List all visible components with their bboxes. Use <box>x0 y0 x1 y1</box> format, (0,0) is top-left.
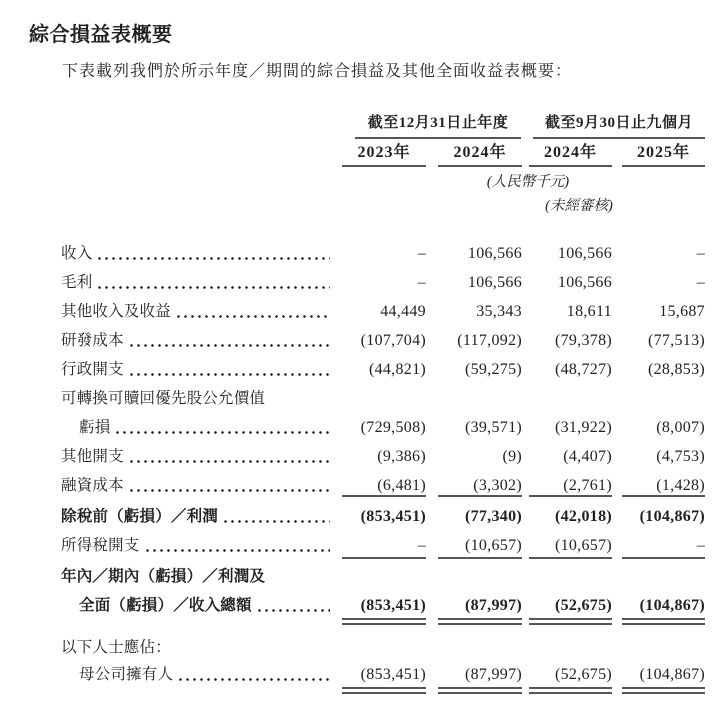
dot-leader <box>144 531 330 560</box>
table-row-profit-before-tax <box>0 502 720 531</box>
column-header-2024: 2024年 <box>453 144 507 161</box>
subtotal-rule <box>622 495 705 497</box>
row-label: 全面（虧損）／收入總額 <box>79 597 252 614</box>
value-cell: (52,675) <box>554 597 612 614</box>
total-double-rule <box>342 687 426 689</box>
row-label: 毛利 <box>61 274 93 291</box>
value-cell: (28,853) <box>647 361 705 378</box>
row-label: 收入 <box>61 245 93 262</box>
value-cell: – <box>696 274 705 291</box>
table-row-preferred-shares-line1 <box>0 384 720 413</box>
table-row-rd-costs <box>0 326 720 355</box>
value-cell: (107,704) <box>360 332 426 349</box>
value-cell: (87,997) <box>464 597 522 614</box>
dot-leader <box>128 326 330 355</box>
dot-leader <box>177 660 330 689</box>
group-rule <box>355 137 521 139</box>
value-cell: (729,508) <box>360 419 426 436</box>
table-row-attributable-heading <box>0 633 720 662</box>
value-cell: (77,513) <box>647 332 705 349</box>
value-cell: – <box>696 245 705 262</box>
value-cell: (4,753) <box>656 448 705 465</box>
total-double-rule <box>622 687 705 689</box>
table-row-parent-owners <box>0 660 720 689</box>
table-row-other-expenses <box>0 442 720 471</box>
row-label: 其他開支 <box>61 448 124 465</box>
dot-leader <box>96 239 330 268</box>
group-rule <box>533 137 705 139</box>
value-cell: (6,481) <box>377 477 426 494</box>
value-cell: 106,566 <box>557 274 612 291</box>
row-label: 以下人士應佔： <box>61 639 171 656</box>
value-cell: (52,675) <box>554 666 612 683</box>
subtotal-rule <box>438 495 522 497</box>
column-header-2025-interim: 2025年 <box>636 144 690 161</box>
currency-unit-note: (人民幣千元) <box>486 174 570 190</box>
table-row-revenue <box>0 239 720 268</box>
total-double-rule <box>438 623 522 625</box>
value-cell: (10,657) <box>554 537 612 554</box>
subtotal-rule <box>622 557 705 559</box>
value-cell: – <box>417 245 426 262</box>
value-cell: (4,407) <box>563 448 612 465</box>
value-cell: (79,378) <box>554 332 612 349</box>
value-cell: (42,018) <box>554 508 612 525</box>
row-label: 融資成本 <box>61 477 124 494</box>
total-double-rule <box>622 623 705 625</box>
value-cell: (87,997) <box>464 666 522 683</box>
value-cell: 18,611 <box>566 303 612 320</box>
value-cell: (77,340) <box>464 508 522 525</box>
subtotal-rule <box>438 557 522 559</box>
value-cell: (59,275) <box>464 361 522 378</box>
total-double-rule <box>438 618 522 620</box>
table-row-total-loss-line1 <box>0 562 720 591</box>
value-cell: (853,451) <box>360 508 426 525</box>
row-label: 除稅前（虧損）／利潤 <box>61 508 219 525</box>
value-cell: (31,922) <box>554 419 612 436</box>
total-double-rule <box>342 692 426 694</box>
subtotal-rule <box>342 495 426 497</box>
value-cell: (9) <box>502 448 522 465</box>
total-double-rule <box>438 687 522 689</box>
dot-leader <box>96 268 330 297</box>
value-cell: (853,451) <box>360 666 426 683</box>
total-double-rule <box>529 618 612 620</box>
row-label: 虧損 <box>79 419 111 436</box>
dot-leader <box>175 297 330 326</box>
column-header-2023: 2023年 <box>357 144 411 161</box>
table-row-other-income <box>0 297 720 326</box>
dot-leader <box>114 413 330 442</box>
subtotal-rule <box>529 495 612 497</box>
value-cell: (44,821) <box>368 361 426 378</box>
row-label: 可轉換可贖回優先股公允價值 <box>61 390 266 407</box>
row-label: 母公司擁有人 <box>79 666 174 683</box>
value-cell: (48,727) <box>554 361 612 378</box>
value-cell: (853,451) <box>360 597 426 614</box>
column-group-annual: 截至12月31日止年度 <box>367 115 509 131</box>
total-double-rule <box>342 618 426 620</box>
value-cell: 35,343 <box>476 303 522 320</box>
value-cell: – <box>417 274 426 291</box>
year-rule <box>529 165 612 167</box>
value-cell: 106,566 <box>557 245 612 262</box>
total-double-rule <box>529 687 612 689</box>
value-cell: 106,566 <box>467 274 522 291</box>
value-cell: – <box>417 537 426 554</box>
intro-text: 下表載列我們於所示年度／期間的綜合損益及其他全面收益表概要： <box>62 63 573 80</box>
value-cell: (39,571) <box>464 419 522 436</box>
value-cell: (104,867) <box>639 666 705 683</box>
value-cell: 106,566 <box>467 245 522 262</box>
column-group-interim: 截至9月30日止九個月 <box>544 115 693 131</box>
total-double-rule <box>342 623 426 625</box>
dot-leader <box>128 442 330 471</box>
year-rule <box>438 165 522 167</box>
value-cell: (3,302) <box>473 477 522 494</box>
value-cell: (104,867) <box>639 508 705 525</box>
value-cell: – <box>696 537 705 554</box>
table-row-gross-profit <box>0 268 720 297</box>
row-label: 其他收入及收益 <box>61 303 171 320</box>
row-label: 所得稅開支 <box>61 537 140 554</box>
value-cell: (10,657) <box>464 537 522 554</box>
total-double-rule <box>438 692 522 694</box>
table-row-income-tax <box>0 531 720 560</box>
row-label: 研發成本 <box>61 332 124 349</box>
unaudited-note: (未經審核) <box>545 198 613 214</box>
row-label: 行政開支 <box>61 361 124 378</box>
value-cell: (8,007) <box>656 419 705 436</box>
dot-leader <box>222 502 330 531</box>
value-cell: (9,386) <box>377 448 426 465</box>
value-cell: 44,449 <box>380 303 426 320</box>
table-row-total-comprehensive <box>0 591 720 620</box>
total-double-rule <box>529 623 612 625</box>
dot-leader <box>256 591 330 620</box>
value-cell: 15,687 <box>659 303 705 320</box>
row-label: 年內／期內（虧損）／利潤及 <box>61 568 266 585</box>
total-double-rule <box>622 692 705 694</box>
dot-leader <box>128 471 330 500</box>
page-title: 綜合損益表概要 <box>29 24 173 46</box>
year-rule <box>342 165 426 167</box>
column-header-2024-interim: 2024年 <box>543 144 597 161</box>
table-row-preferred-shares-loss <box>0 413 720 442</box>
value-cell: (104,867) <box>639 597 705 614</box>
total-double-rule <box>529 692 612 694</box>
dot-leader <box>128 355 330 384</box>
value-cell: (2,761) <box>563 477 612 494</box>
subtotal-rule <box>529 557 612 559</box>
year-rule <box>622 165 705 167</box>
subtotal-rule <box>342 557 426 559</box>
value-cell: (1,428) <box>656 477 705 494</box>
value-cell: (117,092) <box>457 332 522 349</box>
table-row-admin-expenses <box>0 355 720 384</box>
total-double-rule <box>622 618 705 620</box>
